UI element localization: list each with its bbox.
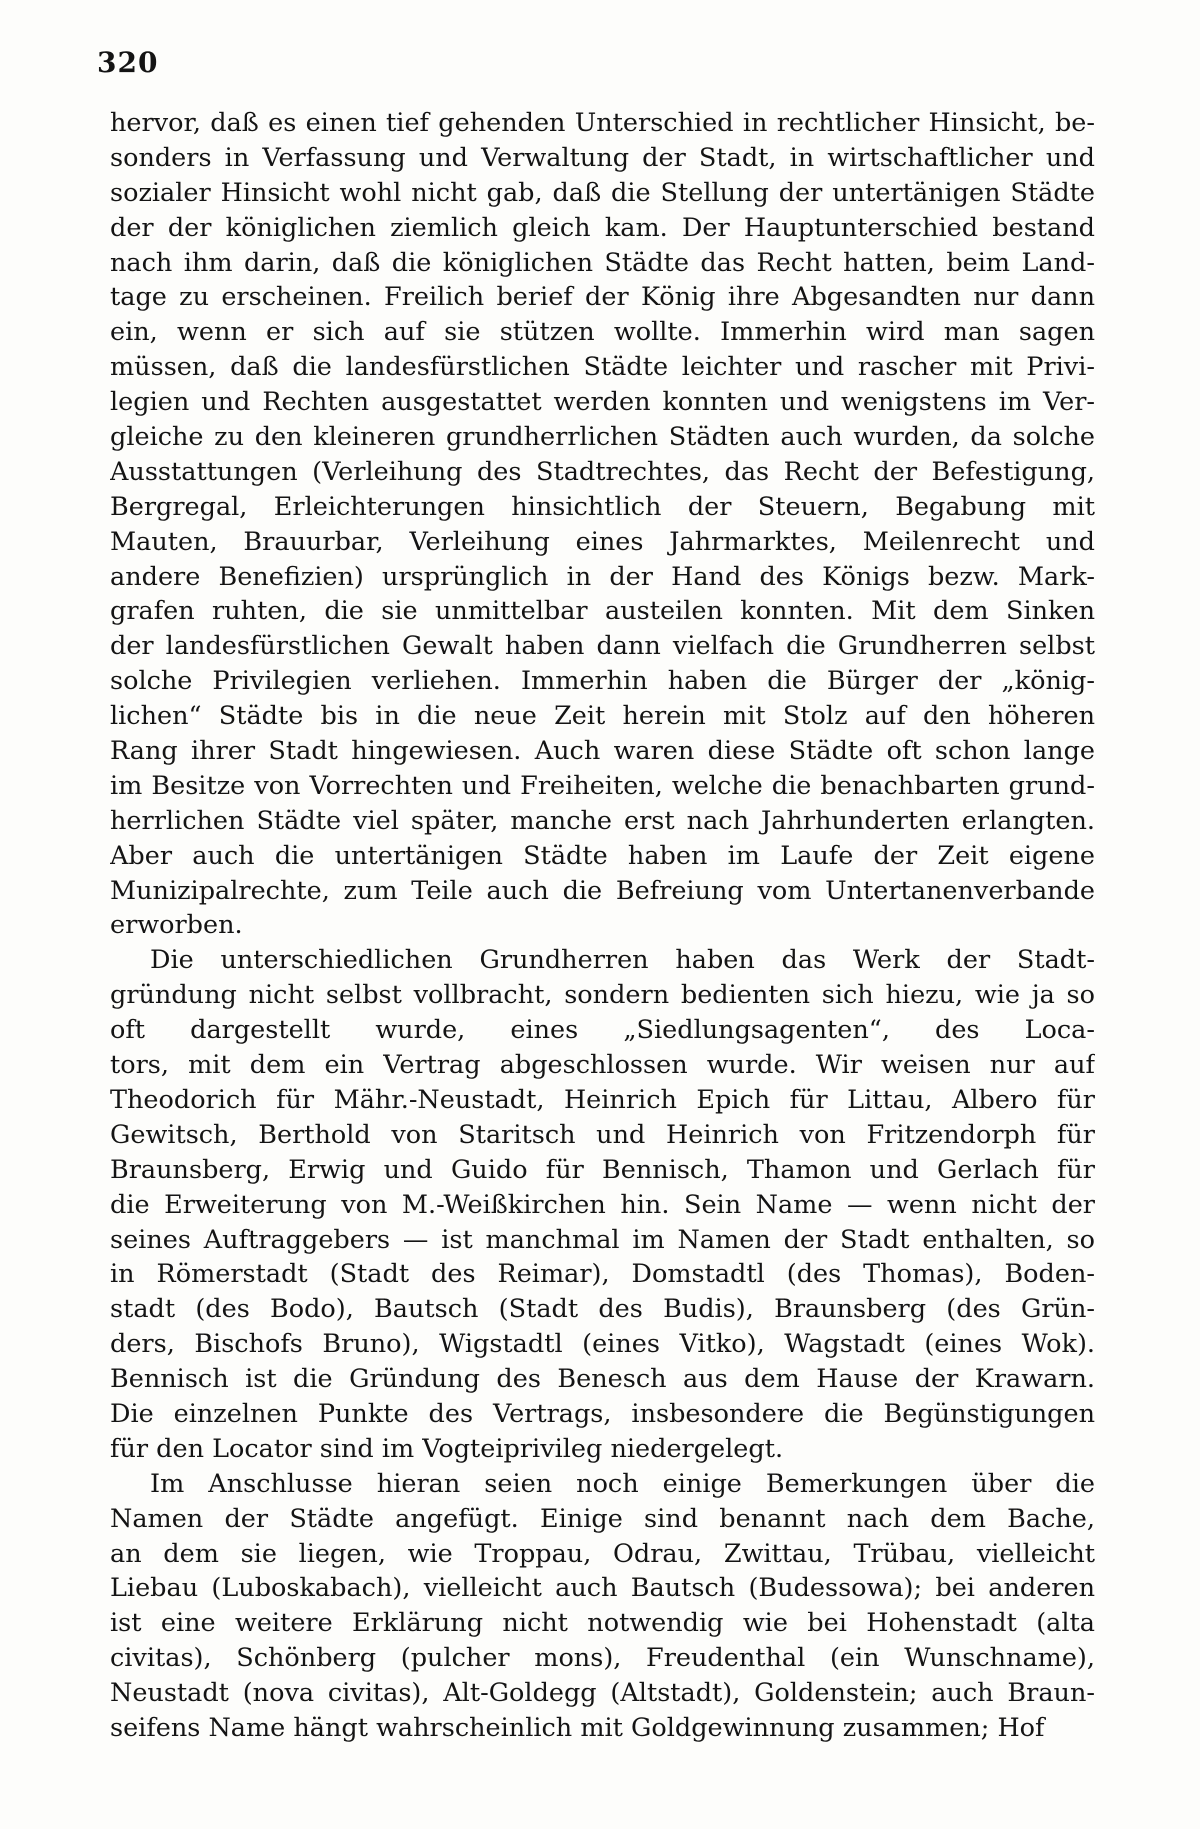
text-line: grafen ruhten, die sie unmittelbar austeilen konnten. Mit dem Sinken [110,596,1095,627]
text-line: Im Anschlusse hieran seien noch einige Bemerkungen über die [150,1468,1095,1499]
text-line: sozialer Hinsicht wohl nicht gab, daß die Stellung der untertänigen Städte [110,177,1095,208]
text-line: seifens Name hängt wahrscheinlich mit Goldgewinnung zusammen; Hof [110,1712,1045,1743]
text-line: an dem sie liegen, wie Troppau, Odrau, Zwittau, Trübau, vielleicht [110,1538,1095,1569]
text-line: in Römerstadt (Stadt des Reimar), Domstadtl (des Thomas), Boden- [110,1259,1095,1290]
text-line: Bennisch ist die Gründung des Benesch aus dem Hause der Krawarn. [110,1364,1095,1395]
text-line: stadt (des Bodo), Bautsch (Stadt des Budis), Braunsberg (des Grün- [110,1294,1095,1325]
paragraph-3 [110,1467,1095,1746]
text-line: Munizipalrechte, zum Teile auch die Befreiung vom Untertanenverbande [110,875,1095,906]
text-line: die Erweiterung von M.-Weißkirchen hin. Sein Name — wenn nicht der [110,1189,1095,1220]
text-line: Neustadt (nova civitas), Alt-Goldegg (Altstadt), Goldenstein; auch Braun- [110,1678,1095,1709]
text-line: oft dargestellt wurde, eines „Siedlungsagenten“, des Loca- [110,1015,1095,1046]
text-line: für den Locator sind im Vogteiprivileg niedergelegt. [110,1433,784,1464]
text-line: hervor, daß es einen tief gehenden Unterschied in rechtlicher Hinsicht, be- [110,108,1095,138]
text-line: tors, mit dem ein Vertrag abgeschlossen wurde. Wir weisen nur auf [110,1050,1095,1081]
text-line: Ausstattungen (Verleihung des Stadtrechtes, das Recht der Befestigung, [110,456,1095,487]
text-line: ist eine weitere Erklärung nicht notwendig wie bei Hohenstadt (alta [110,1608,1095,1639]
text-line: herrlichen Städte viel später, manche erst nach Jahrhunderten erlangten. [110,805,1095,836]
text-line: gleiche zu den kleineren grundherrlichen Städten auch wurden, da solche [110,422,1095,453]
text-line: Die unterschiedlichen Grundherren haben das Werk der Stadt- [150,945,1095,976]
text-line: Bergregal, Erleichterungen hinsichtlich der Steuern, Begabung mit [110,491,1095,522]
text-line: gründung nicht selbst vollbracht, sondern bedienten sich hiezu, wie ja so [110,980,1095,1011]
text-line: tage zu erscheinen. Freilich berief der König ihre Abgesandten nur dann [110,282,1095,313]
text-line: der der königlichen ziemlich gleich kam. Der Hauptunterschied bestand [110,212,1095,243]
text-line: Liebau (Luboskabach), vielleicht auch Bautsch (Budessowa); bei anderen [110,1573,1095,1604]
text-line: der landesfürstlichen Gewalt haben dann vielfach die Grundherren selbst [110,631,1095,662]
text-line: Gewitsch, Berthold von Staritsch und Heinrich von Fritzendorph für [110,1119,1095,1150]
text-line: sonders in Verfassung und Verwaltung der Stadt, in wirtschaftlicher und [110,142,1095,173]
paragraph-1 [110,106,1095,943]
text-line: solche Privilegien verliehen. Immerhin haben die Bürger der „könig- [110,666,1095,697]
text-line: Aber auch die untertänigen Städte haben im Laufe der Zeit eigene [110,840,1095,871]
body-text [110,106,1095,1746]
text-line: ders, Bischofs Bruno), Wigstadtl (eines Vitko), Wagstadt (eines Wok). [110,1329,1095,1360]
text-line: Theodorich für Mähr.-Neustadt, Heinrich Epich für Littau, Albero für [110,1084,1095,1115]
text-line: müssen, daß die landesfürstlichen Städte leichter und rascher mit Privi- [110,352,1095,383]
text-line: seines Auftraggebers — ist manchmal im Namen der Stadt enthalten, so [110,1224,1095,1255]
text-line: Rang ihrer Stadt hingewiesen. Auch waren diese Städte oft schon lange [110,736,1095,767]
text-line: im Besitze von Vorrechten und Freiheiten, welche die benachbarten grund- [110,770,1095,801]
paragraph-2 [110,943,1095,1466]
text-line: legien und Rechten ausgestattet werden konnten und wenigstens im Ver- [110,387,1095,418]
text-line: Braunsberg, Erwig und Guido für Bennisch, Thamon und Gerlach für [110,1154,1095,1185]
text-line: Die einzelnen Punkte des Vertrags, insbesondere die Begünstigungen [110,1398,1095,1429]
text-line: Namen der Städte angefügt. Einige sind benannt nach dem Bache, [110,1503,1095,1534]
text-line: lichen“ Städte bis in die neue Zeit herein mit Stolz auf den höheren [110,701,1095,732]
text-line: Mauten, Brauurbar, Verleihung eines Jahrmarktes, Meilenrecht und [110,526,1095,557]
text-line: nach ihm darin, daß die königlichen Städte das Recht hatten, beim Land- [110,247,1095,278]
text-line: civitas), Schönberg (pulcher mons), Freudenthal (ein Wunschname), [110,1643,1095,1674]
text-line: erworben. [110,910,243,941]
page-number: 320 [97,46,159,79]
text-line: andere Benefizien) ursprünglich in der Hand des Königs bezw. Mark- [110,561,1095,592]
text-line: ein, wenn er sich auf sie stützen wollte. Immerhin wird man sagen [110,317,1095,348]
